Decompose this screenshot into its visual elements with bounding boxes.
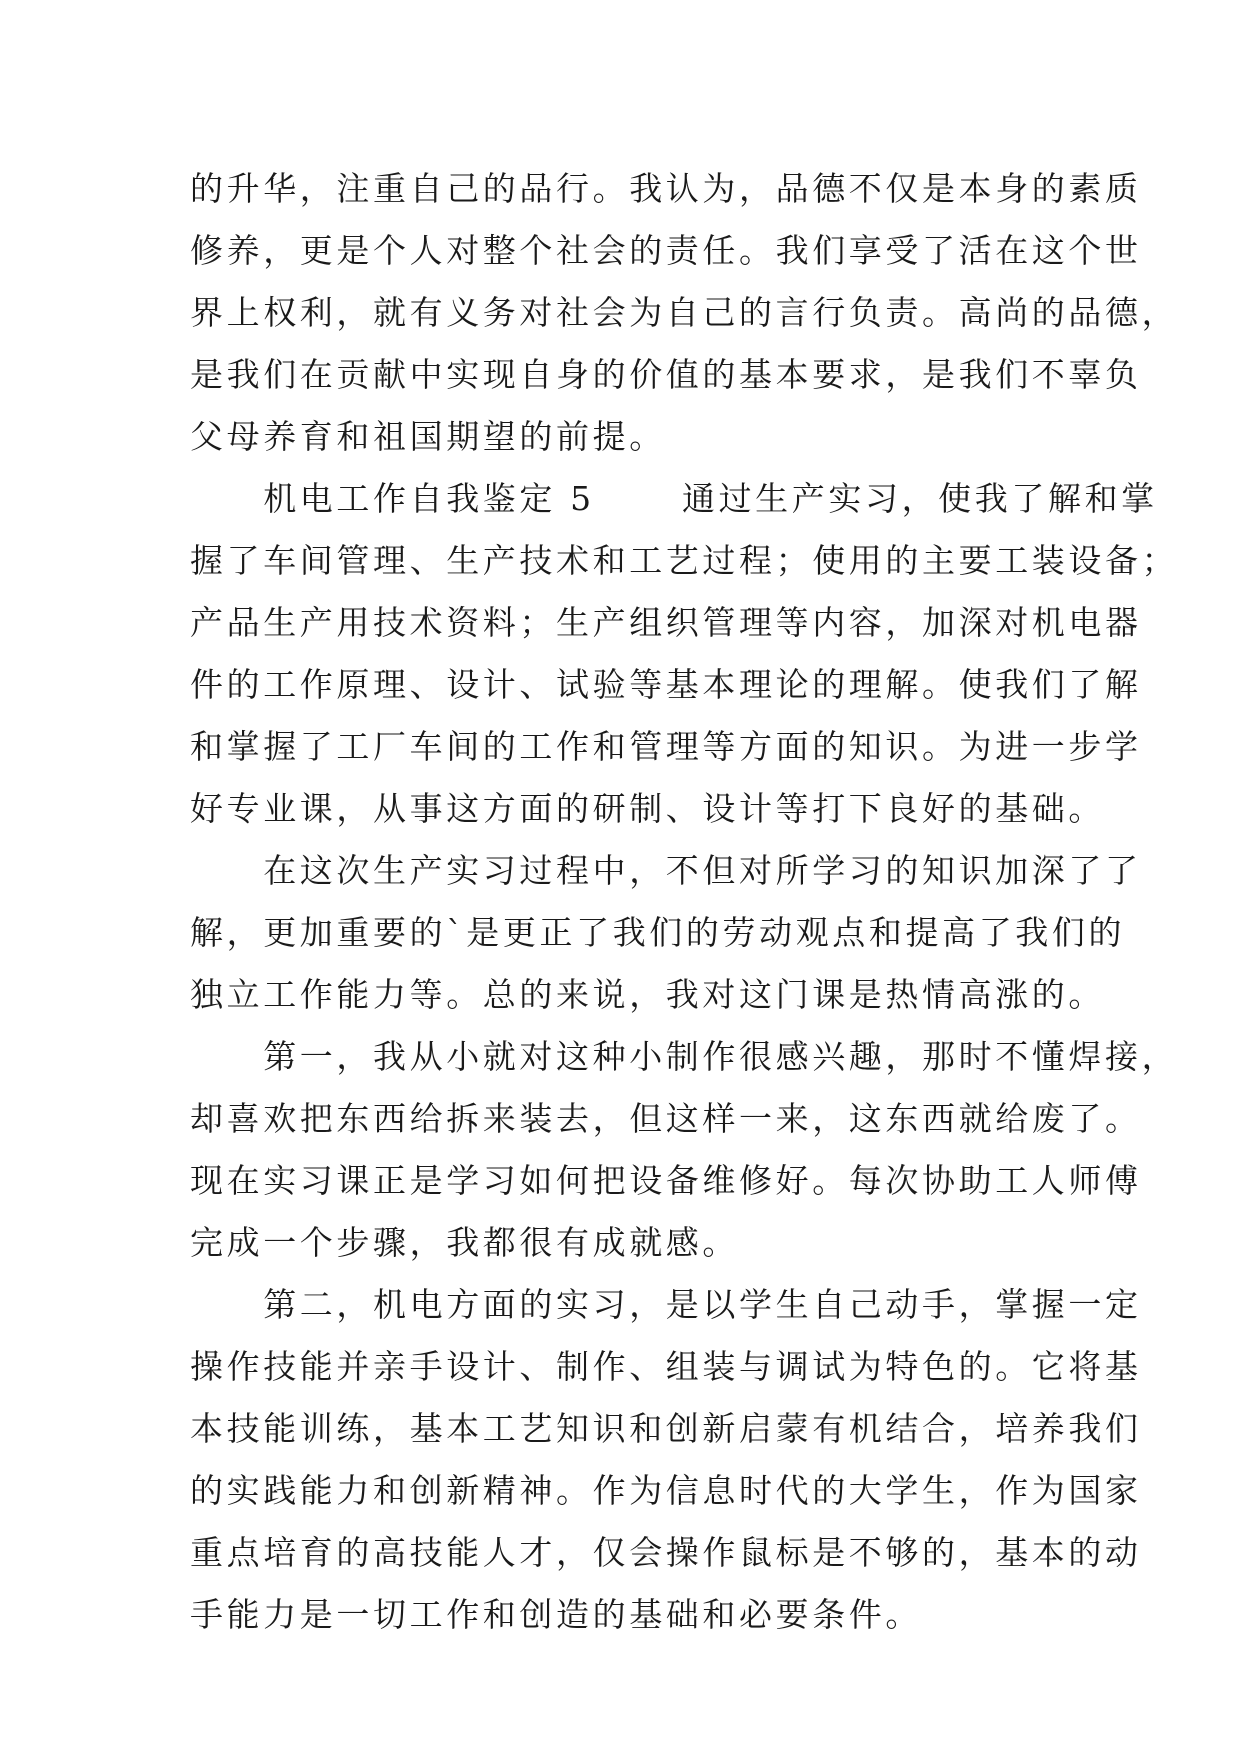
text-line: 的实践能力和创新精神。作为信息时代的大学生，作为国家 (190, 1471, 1142, 1510)
text-line: 第一，我从小就对这种小制作很感兴趣，那时不懂焊接， (190, 1037, 1179, 1076)
text-line: 解，更加重要的`是更正了我们的劳动观点和提高了我们的 (190, 913, 1126, 952)
text-line: 握了车间管理、生产技术和工艺过程；使用的主要工装设备； (190, 541, 1179, 580)
text-line: 是我们在贡献中实现自身的价值的基本要求，是我们不辜负 (190, 355, 1142, 394)
text-line: 重点培育的高技能人才，仅会操作鼠标是不够的，基本的动 (190, 1533, 1142, 1572)
text-line: 产品生产用技术资料；生产组织管理等内容，加深对机电器 (190, 603, 1142, 642)
section-heading-line: 机电工作自我鉴定 5 通过生产实习，使我了解和掌 (190, 479, 1158, 518)
body-text (190, 158, 1179, 1646)
text-line: 的升华，注重自己的品行。我认为，品德不仅是本身的素质 (190, 169, 1142, 208)
text-line: 界上权利，就有义务对社会为自己的言行负责。高尚的品德， (190, 293, 1179, 332)
text-line: 和掌握了工厂车间的工作和管理等方面的知识。为进一步学 (190, 727, 1142, 766)
text-line: 本技能训练，基本工艺知识和创新启蒙有机结合，培养我们 (190, 1409, 1142, 1448)
text-line: 父母养育和祖国期望的前提。 (190, 417, 666, 456)
text-line: 独立工作能力等。总的来说，我对这门课是热情高涨的。 (190, 975, 1105, 1014)
text-line: 件的工作原理、设计、试验等基本理论的理解。使我们了解 (190, 665, 1142, 704)
text-line: 第二，机电方面的实习，是以学生自己动手，掌握一定 (190, 1285, 1142, 1324)
text-line: 现在实习课正是学习如何把设备维修好。每次协助工人师傅 (190, 1161, 1142, 1200)
text-line: 手能力是一切工作和创造的基础和必要条件。 (190, 1595, 922, 1634)
text-line: 操作技能并亲手设计、制作、组装与调试为特色的。它将基 (190, 1347, 1142, 1386)
text-line: 在这次生产实习过程中，不但对所学习的知识加深了了 (190, 851, 1142, 890)
text-line: 完成一个步骤，我都很有成就感。 (190, 1223, 739, 1262)
text-line: 好专业课，从事这方面的研制、设计等打下良好的基础。 (190, 789, 1105, 828)
text-line: 修养，更是个人对整个社会的责任。我们享受了活在这个世 (190, 231, 1142, 270)
text-line: 却喜欢把东西给拆来装去，但这样一来，这东西就给废了。 (190, 1099, 1142, 1138)
